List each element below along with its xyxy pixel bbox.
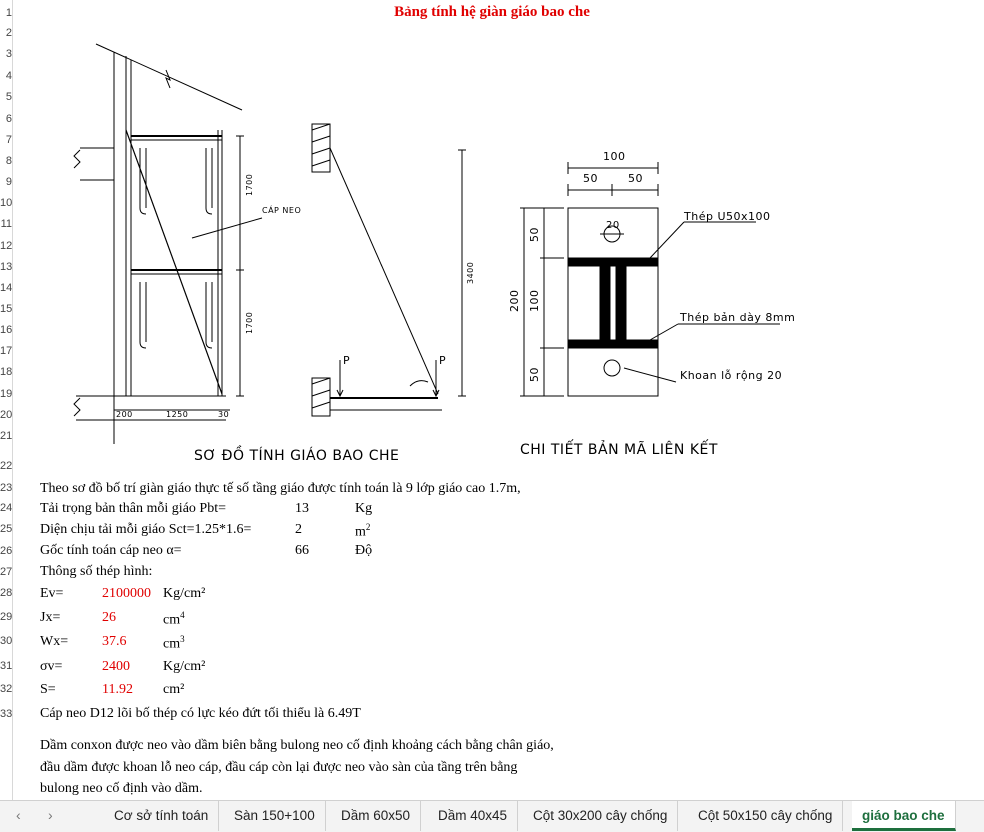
- steel-header: Thông số thép hình:: [40, 564, 153, 579]
- dim-50-b: 50: [528, 367, 541, 382]
- sigma-label: σv=: [40, 659, 63, 674]
- row-number[interactable]: 1: [5, 7, 12, 19]
- dim-50-left: 50: [583, 172, 598, 185]
- ev-unit: Kg/cm²: [163, 586, 206, 601]
- dim-200-vertical: 200: [508, 289, 521, 312]
- row-number[interactable]: 9: [5, 176, 12, 188]
- row-number[interactable]: 20: [0, 409, 13, 421]
- row-number[interactable]: 31: [0, 660, 13, 672]
- tab-scroll-left-icon[interactable]: ‹: [16, 807, 21, 823]
- row-number[interactable]: 32: [0, 683, 13, 695]
- row-number[interactable]: 22: [0, 460, 13, 472]
- jx-value: 26: [102, 610, 116, 625]
- row-number[interactable]: 10: [0, 197, 13, 209]
- cable-text: Cáp neo D12 lõi bố thép có lực kéo đứt tối thiểu là 6.49T: [40, 706, 361, 721]
- row-number[interactable]: 30: [0, 635, 13, 647]
- sigma-unit: Kg/cm²: [163, 659, 206, 674]
- row-number[interactable]: 11: [0, 218, 12, 230]
- wx-label: Wx=: [40, 634, 69, 649]
- sct-unit: $m^2$: [355, 522, 371, 540]
- alpha-value: 66: [295, 543, 309, 558]
- row-number[interactable]: 23: [0, 482, 13, 494]
- hole-20-label: 20: [606, 220, 620, 231]
- sheet-tab-bar: [0, 800, 984, 832]
- s-value: 11.92: [102, 682, 133, 697]
- row-number[interactable]: 8: [5, 155, 12, 167]
- row-number[interactable]: 12: [0, 240, 13, 252]
- ev-value: 2100000: [102, 586, 151, 601]
- sigma-value: 2400: [102, 659, 130, 674]
- row-number[interactable]: 17: [0, 345, 13, 357]
- sheet-title: Bảng tính hệ giàn giáo bao che: [394, 4, 590, 20]
- alpha-unit: Độ: [355, 543, 373, 558]
- row-number[interactable]: 4: [5, 70, 12, 82]
- row-number[interactable]: 5: [5, 91, 12, 103]
- right-caption: CHI TIẾT BẢN MÃ LIÊN KẾT: [520, 442, 718, 458]
- sct-label: Diện chịu tải mỗi giáo Sct=1.25*1.6=: [40, 522, 252, 537]
- dim-100-top: 100: [603, 150, 626, 163]
- tab-co-so-tinh-toan[interactable]: Cơ sở tính toán: [104, 801, 219, 831]
- row-number[interactable]: 21: [0, 430, 13, 442]
- row-number[interactable]: 16: [0, 324, 13, 336]
- dim-50-right: 50: [628, 172, 643, 185]
- row-number[interactable]: 15: [0, 303, 13, 315]
- dim-1250: 1250: [166, 410, 189, 419]
- row-number[interactable]: 18: [0, 366, 13, 378]
- ev-label: Ev=: [40, 586, 64, 601]
- dim-3400: 3400: [466, 261, 475, 284]
- row-number[interactable]: 2: [5, 27, 12, 39]
- load-p2: P: [439, 354, 447, 367]
- tab-scroll-right-icon[interactable]: ›: [48, 807, 53, 823]
- paragraph-line-2: đầu dầm được khoan lỗ neo cáp, đầu cáp còn lại được neo vào sàn của tầng trên bằng: [40, 760, 518, 775]
- wx-value: 37.6: [102, 634, 127, 649]
- dim-1700-a: 1700: [245, 173, 254, 196]
- pbt-unit: Kg: [355, 501, 373, 516]
- tab-cot-50x150[interactable]: Cột 50x150 cây chống: [688, 801, 843, 831]
- sct-value: 2: [295, 522, 302, 537]
- pbt-value: 13: [295, 501, 309, 516]
- static-scheme: [312, 124, 466, 416]
- row-number[interactable]: 14: [0, 282, 13, 294]
- paragraph-line-3: bulong neo cố định vào dầm.: [40, 781, 203, 796]
- wx-unit: $cm^3$: [163, 634, 185, 652]
- row-number[interactable]: 25: [0, 523, 13, 535]
- dim-200: 200: [116, 410, 133, 419]
- tab-dam-60x50[interactable]: Dầm 60x50: [331, 801, 421, 831]
- intro-text: Theo sơ đồ bố trí giàn giáo thực tế số tầng giáo được tính toán là 9 lớp giáo cao 1.7m,: [40, 481, 521, 496]
- cap-neo-label: CÁP NEO: [262, 206, 302, 215]
- jx-unit: $cm^4$: [163, 610, 185, 628]
- row-number[interactable]: 28: [0, 587, 13, 599]
- row-number[interactable]: 19: [0, 388, 13, 400]
- load-p1: P: [343, 354, 351, 367]
- s-label: S=: [40, 682, 56, 697]
- row-number[interactable]: 3: [5, 48, 12, 60]
- dim-1700-b: 1700: [245, 311, 254, 334]
- jx-label: Jx=: [40, 610, 61, 625]
- scaffold-diagram: [74, 44, 262, 444]
- dim-30: 30: [218, 410, 230, 419]
- steel-u-label: Thép U50x100: [684, 210, 771, 223]
- row-number[interactable]: 6: [5, 113, 12, 125]
- pbt-label: Tải trọng bản thân mỗi giáo Pbt=: [40, 501, 226, 516]
- hole-label: Khoan lỗ rộng 20: [680, 369, 783, 382]
- dim-100-vertical: 100: [528, 289, 541, 312]
- row-number[interactable]: 26: [0, 545, 13, 557]
- row-number[interactable]: 13: [0, 261, 13, 273]
- tab-san-150-100[interactable]: Sàn 150+100: [224, 801, 326, 831]
- tab-cot-30x200[interactable]: Cột 30x200 cây chống: [523, 801, 678, 831]
- tab-giao-bao-che[interactable]: giáo bao che: [852, 801, 956, 831]
- row-number[interactable]: 7: [5, 134, 12, 146]
- row-number[interactable]: 27: [0, 566, 13, 578]
- alpha-label: Gốc tính toán cáp neo α=: [40, 543, 182, 558]
- left-caption: SƠ ĐỒ TÍNH GIÁO BAO CHE: [194, 448, 400, 464]
- dim-50-a: 50: [528, 227, 541, 242]
- plate-detail: [520, 162, 783, 396]
- steel-plate-label: Thép bản dày 8mm: [680, 311, 796, 324]
- row-number[interactable]: 24: [0, 502, 13, 514]
- s-unit: cm²: [163, 682, 185, 697]
- row-number[interactable]: 29: [0, 611, 13, 623]
- tab-dam-40x45[interactable]: Dầm 40x45: [428, 801, 518, 831]
- paragraph-line-1: Dầm conxon được neo vào dầm biên bằng bulong neo cố định khoảng cách bằng chân giáo,: [40, 738, 554, 753]
- row-number[interactable]: 33: [0, 708, 13, 720]
